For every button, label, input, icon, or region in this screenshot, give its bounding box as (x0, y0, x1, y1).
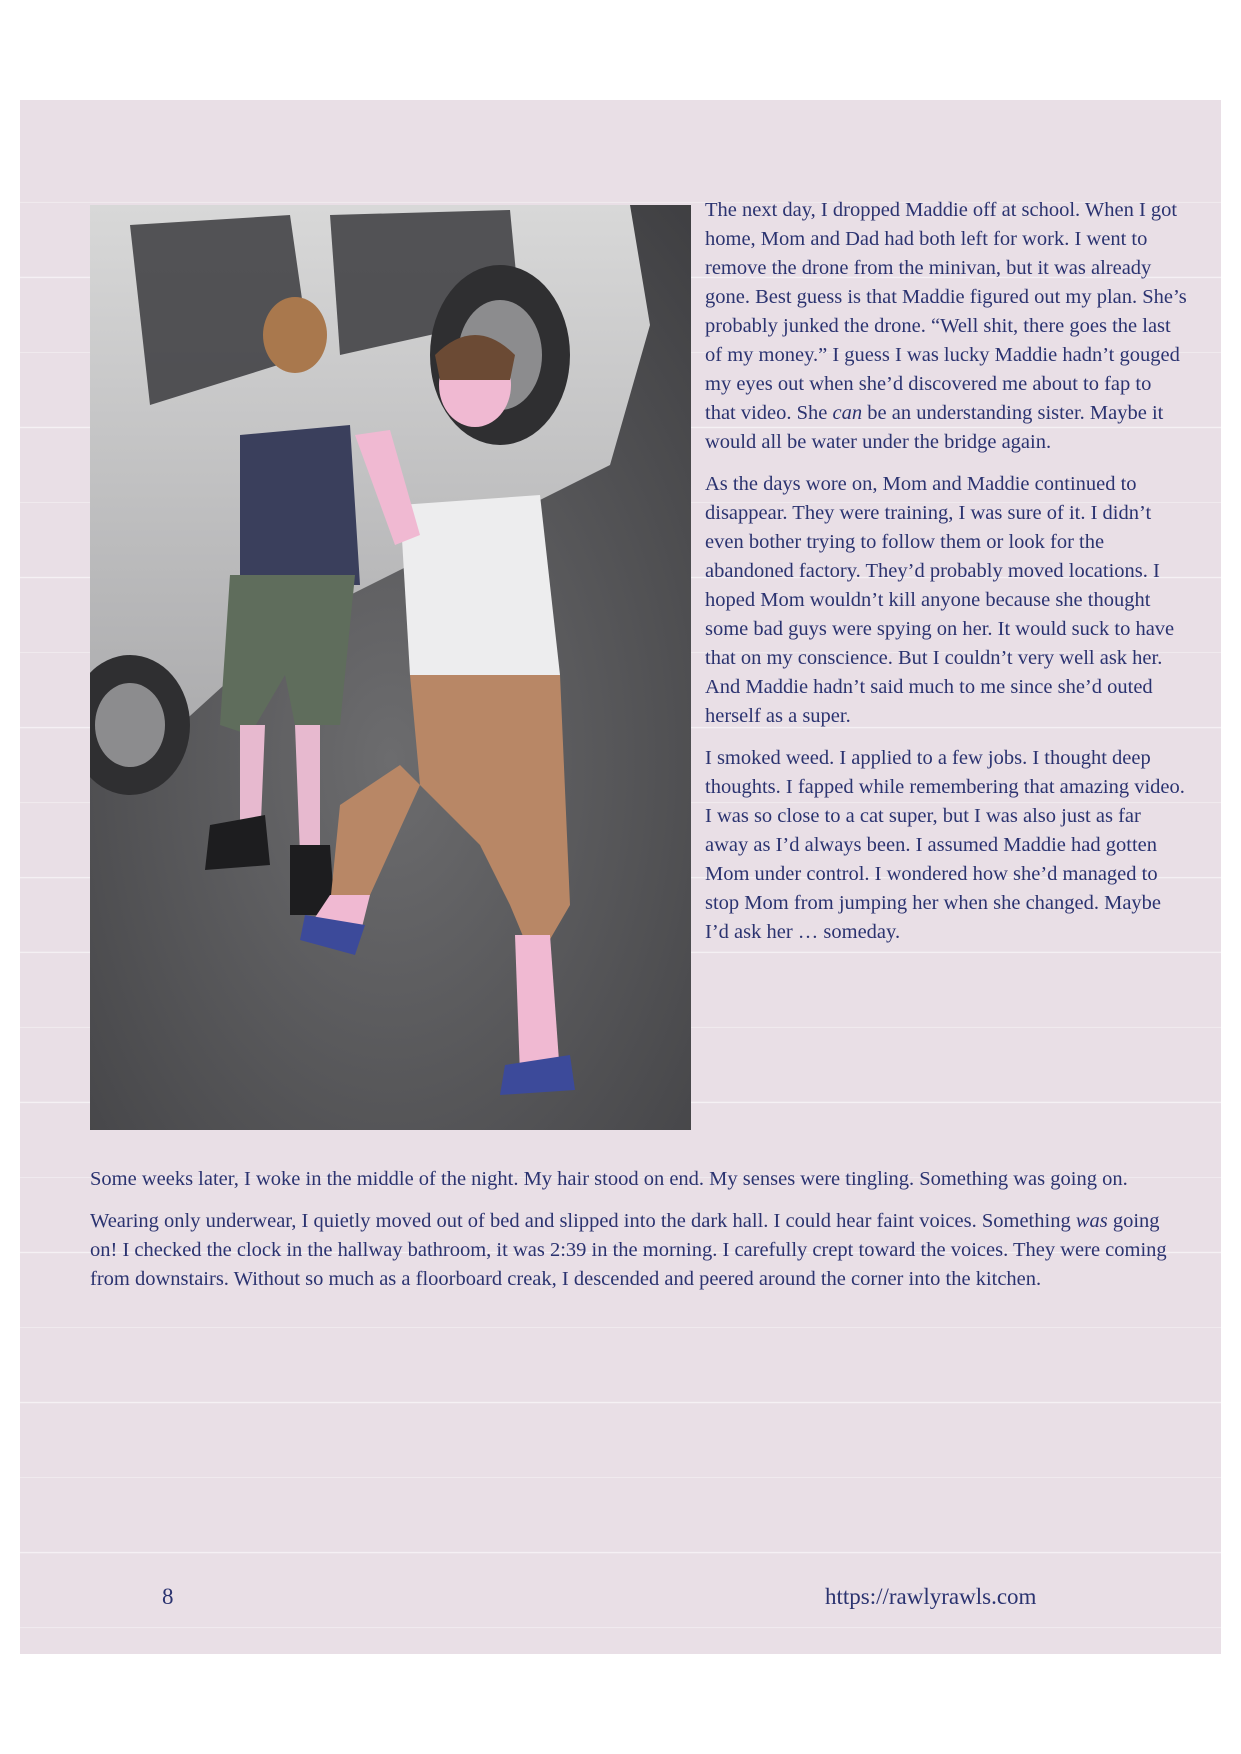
illustration-image (90, 205, 691, 1130)
page (20, 100, 1221, 1654)
paragraph-text: be an understanding sister. Maybe it would all be water under the bridge again. (705, 402, 1164, 453)
paragraph-text: Wearing only underwear, I quietly moved out of bed and slipped into the dark hall. I could hear faint voices. Something (90, 1210, 1076, 1232)
paragraph: As the days wore on, Mom and Maddie continued to disappear. They were training, I was sure of it. I didn’t even bother trying to follow them or look for the abandoned factory. They’d probably moved locations. I hoped Mom wouldn’t kill anyone because she thought some bad guys were spying on her. It would suck to have that on my conscience. But I couldn’t very well ask her. And Maddie hadn’t said much to me since she’d outed herself as a super. (705, 473, 1175, 727)
paragraph: I smoked weed. I applied to a few jobs. I thought deep thoughts. I fapped while remembering that amazing video. I was so close to a cat super, but I was also just as far away as I’d always been. I assumed Maddie had gotten Mom under control. I wondered how she’d managed to stop Mom from jumping her when she changed. Maybe I’d ask her … someday. (705, 747, 1185, 943)
paragraph-emphasis: was (1075, 1210, 1108, 1232)
footer-url[interactable]: https://rawlyrawls.com (825, 1584, 1037, 1609)
paragraph-emphasis: can (832, 402, 863, 424)
side-column-text (705, 196, 1187, 960)
paragraph (90, 1207, 1190, 1294)
paragraph (705, 196, 1187, 457)
paragraph-text: The next day, I dropped Maddie off at school. When I got home, Mom and Dad had both left for work. I went to remove the drone from the minivan, but it was already gone. Best guess is that Maddie figured out my plan. She’s probably junked the drone. “Well shit, there goes the last of my money.” I guess I was lucky Maddie hadn’t gouged my eyes out when she’d discovered me about to fap to that video. She (705, 199, 1187, 424)
page-number: 8 (162, 1584, 174, 1609)
illustration-drawing (90, 205, 691, 1130)
full-width-text (90, 1165, 1190, 1307)
paragraph-text: going on! I checked the clock in the hallway bathroom, it was 2:39 in the morning. I carefully crept toward the voices. They were coming from downstairs. Without so much as a floorboard creak, I descended and peered around the corner into the kitchen. (90, 1210, 1167, 1290)
paragraph: Some weeks later, I woke in the middle of the night. My hair stood on end. My senses were tingling. Something was going on. (90, 1168, 1128, 1190)
